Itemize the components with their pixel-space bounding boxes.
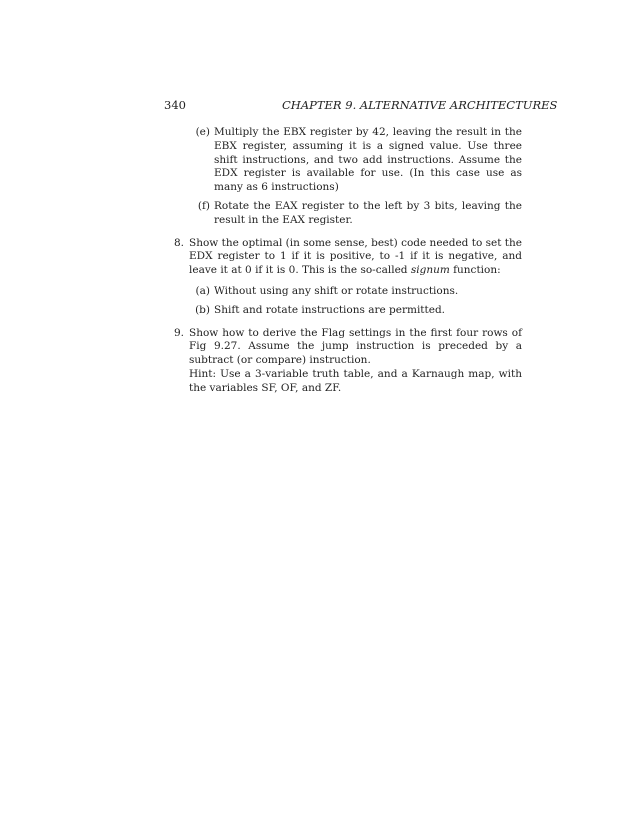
- exercise-number: 8.: [173, 236, 184, 249]
- exercise-text-after: function:: [449, 264, 501, 277]
- item-label: (a): [195, 284, 210, 297]
- exercise-text-before: Show the optimal (in some sense, best) code needed to set the EDX register to 1 if it is positive, to -1 if it is negative, and leave it at 0 if it is 0. This is the so-called: [189, 236, 522, 277]
- item-label: (f): [197, 199, 210, 212]
- exercise-text: Show how to derive the Flag settings in the first four rows of Fig 9.27. Assume the jump instruction is preceded by a subtract (or compare) instruction.: [189, 326, 522, 367]
- page-number: 340: [164, 98, 186, 112]
- item-label: (e): [195, 126, 210, 138]
- signum-emphasis: signum: [410, 264, 450, 277]
- exercise-9: [164, 327, 522, 396]
- exercise-number: 9.: [173, 326, 184, 339]
- item-label: (b): [195, 303, 210, 316]
- exercise-item-e: [164, 126, 522, 195]
- item-text: Without using any shift or rotate instructions.: [214, 284, 459, 297]
- item-text: Rotate the EAX register to the left by 3 bits, leaving the result in the EAX register.: [214, 199, 522, 226]
- exercise-8-item-b: [164, 304, 522, 318]
- item-text: Shift and rotate instructions are permitted.: [214, 303, 446, 316]
- exercise-text: [189, 237, 522, 278]
- running-head: CHAPTER 9. ALTERNATIVE ARCHITECTURES: [282, 98, 558, 112]
- exercise-hint: Hint: Use a 3-variable truth table, and a Karnaugh map, with the variables SF, OF, and ZF.: [189, 367, 522, 394]
- item-text: Multiply the EBX register by 42, leaving the result in the EBX register, assuming it is a signed value. Use three shift instructions, and two add instructions. Assume the EDX register is available for use. (In this case use as many as 6 instructions): [214, 126, 522, 194]
- exercise-body: [164, 126, 522, 396]
- exercise-item-f: [164, 200, 522, 228]
- exercise-8-subitems: [164, 285, 522, 318]
- exercise-8: [164, 237, 522, 318]
- exercise-8-item-a: [164, 285, 522, 299]
